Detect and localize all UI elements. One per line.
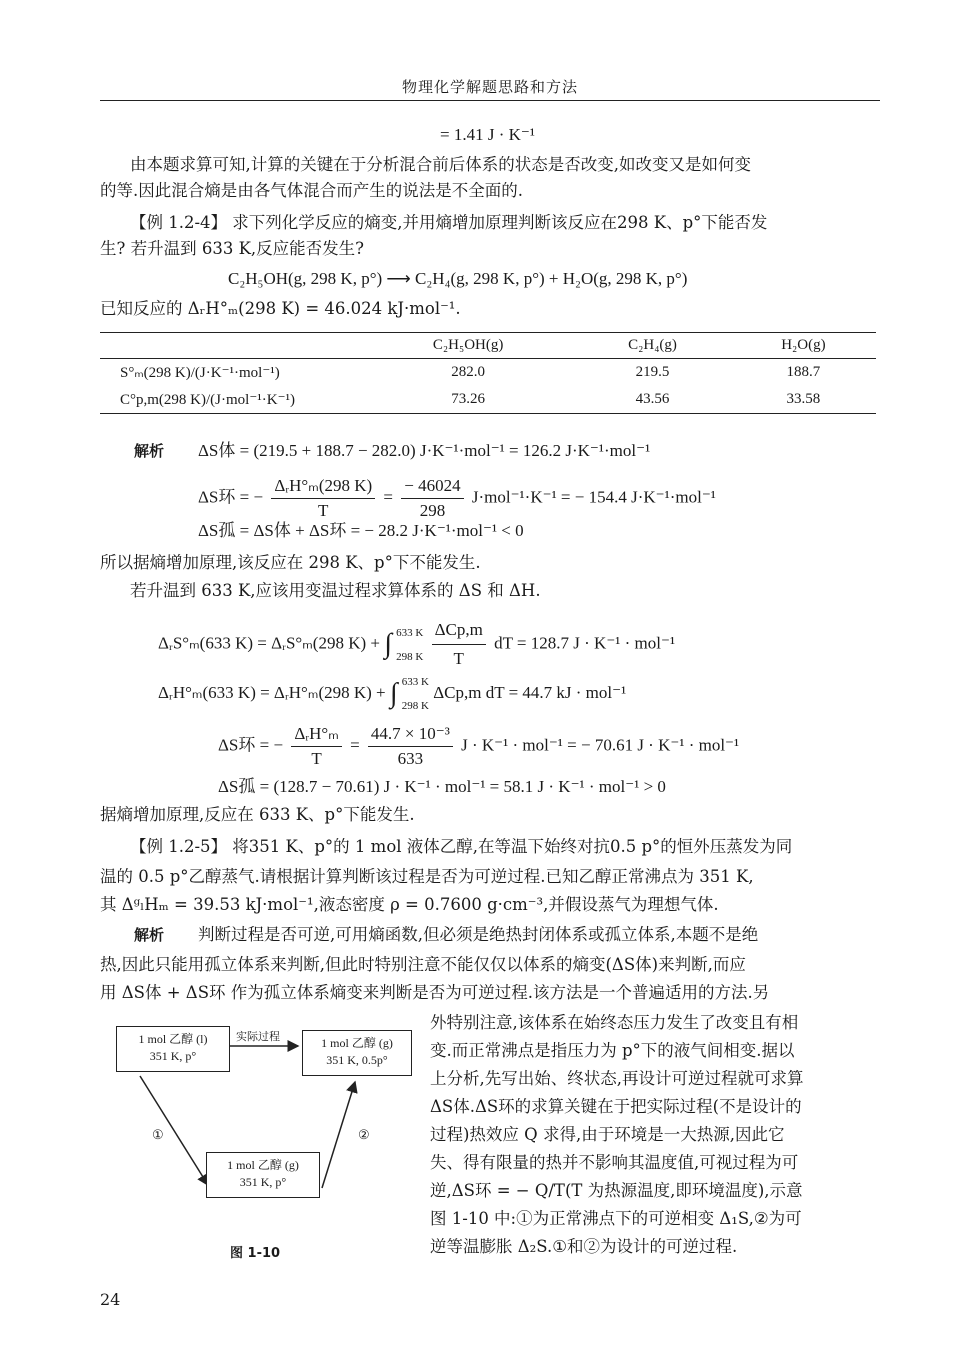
table-cell: 33.58 bbox=[731, 386, 876, 414]
running-header: 物理化学解题思路和方法 bbox=[401, 78, 578, 96]
path-1-arrow bbox=[140, 1076, 208, 1185]
page-number: 24 bbox=[100, 1290, 121, 1309]
path-2-label: ② bbox=[358, 1128, 370, 1143]
integral-sign: ∫ bbox=[389, 678, 398, 709]
solution-5-line1: 判断过程是否可逆,可用熵函数,但必须是绝热封闭体系或孤立体系,本题不是绝 bbox=[198, 925, 759, 944]
table-cell: 219.5 bbox=[635, 364, 670, 380]
table-cell: 188.7 bbox=[786, 364, 821, 380]
final-state-box: 1 mol 乙醇 (g) 351 K, 0.5p° bbox=[302, 1030, 412, 1076]
thermo-data-table bbox=[100, 332, 876, 414]
table-cell: 73.26 bbox=[362, 386, 574, 414]
entropy-isolated-eq: ΔS孤 = ΔS体 + ΔS环 = − 28.2 J·K⁻¹·mol⁻¹ < 0 bbox=[198, 521, 524, 540]
solution-5-line3: 用 ΔS体 + ΔS环 作为孤立体系熵变来判断是否为可逆过程.该方法是一个普遍适用的方法.另 bbox=[100, 983, 770, 1002]
table-header-water: H₂O(g) bbox=[731, 333, 876, 359]
example-5-title-line1: 【例 1.2-5】 将351 K、p°的 1 mol 液体乙醇,在等温下始终对抗0.5 p°的恒外压蒸发为同 bbox=[130, 837, 793, 856]
intro-paragraph-line2: 的等.因此混合熵是由各气体混合而产生的说法是不全面的. bbox=[100, 181, 523, 200]
entropy-isolated-633k-eq: ΔS孤 = (128.7 − 70.61) J · K⁻¹ · mol⁻¹ = 58.1 J · K⁻¹ · mol⁻¹ > 0 bbox=[218, 777, 666, 796]
table-header-ethanol: C₂H₅OH(g) bbox=[362, 333, 574, 359]
table-cell: 282.0 bbox=[451, 364, 486, 380]
fraction: $\frac{\text{ΔᵣH°ₘ(298 K)}}{T}$ bbox=[271, 474, 375, 523]
solution-label: 解析 bbox=[134, 442, 165, 460]
eq-lhs: ΔS环 = − bbox=[198, 487, 264, 507]
conclusion-633k: 据熵增加原理,反应在 633 K、p°下能发生. bbox=[100, 805, 415, 824]
header-rule bbox=[100, 100, 880, 101]
side-text-line: ΔS体.ΔS环的求算关键在于把实际过程(不是设计的 bbox=[430, 1097, 802, 1116]
side-text-line: 外特别注意,该体系在始终态压力发生了改变且有相 bbox=[430, 1013, 799, 1032]
side-text-line: 逆,ΔS环 = − Q/T(T 为热源温度,即环境温度),示意 bbox=[430, 1181, 803, 1200]
reaction-equation: C₂H₅OH(g, 298 K, p°) ⟶ C₂H₄(g, 298 K, p°) + H₂O(g, 298 K, p°) bbox=[228, 269, 688, 288]
intermediate-state-box: 1 mol 乙醇 (g) 351 K, p° bbox=[206, 1152, 320, 1198]
entropy-surroundings-633k-eq: ΔS环 = − $\frac{\text{ΔᵣH°ₘ}}{T}$ = $\frac{\text{44.7 × 10⁻³}}{633}$ J · K⁻¹ · mol⁻¹ = − 70.61 J · K⁻¹ · mol⁻¹ bbox=[218, 722, 739, 771]
given-enthalpy: 已知反应的 ΔᵣH°ₘ(298 K) = 46.024 kJ·mol⁻¹. bbox=[100, 299, 461, 318]
side-text-line: 逆等温膨胀 Δ₂S.①和②为设计的可逆过程. bbox=[430, 1237, 738, 1256]
integral-limits: 633 K 298 K bbox=[401, 676, 429, 712]
actual-process-label: 实际过程 bbox=[236, 1030, 280, 1043]
fraction: $\frac{- 46024}{298}$ bbox=[401, 474, 463, 523]
table-cell: 43.56 bbox=[574, 386, 731, 414]
table-header-ethylene: C₂H₄(g) bbox=[574, 333, 731, 359]
conclusion-298k: 所以据熵增加原理,该反应在 298 K、p°下不能发生. bbox=[100, 553, 481, 572]
entropy-633k-eq: ΔᵣS°ₘ(633 K) = ΔᵣS°ₘ(298 K) + ∫ 633 K 298 K $\frac{\text{ΔCp,m}}{T}$ dT = 128.7 J · K⁻¹ · mol⁻¹ bbox=[158, 616, 675, 673]
table-header-empty bbox=[100, 333, 362, 359]
solution-5-line2: 热,因此只能用孤立体系来判断,但此时特别注意不能仅仅以体系的熵变(ΔS体)来判断,而应 bbox=[100, 955, 746, 974]
side-text-line: 失、得有限量的热并不影响其温度值,可视过程为可 bbox=[430, 1153, 799, 1172]
side-text-line: 图 1-10 中:①为正常沸点下的可逆相变 Δ₁S,②为可 bbox=[430, 1209, 802, 1228]
table-row-label: C°p,m(298 K)/(J·mol⁻¹·K⁻¹) bbox=[100, 386, 362, 414]
example-5-title-line2: 温的 0.5 p°乙醇蒸气.请根据计算判断该过程是否为可逆过程.已知乙醇正常沸点为 351 K, bbox=[100, 867, 754, 886]
side-text-line: 上分析,先写出始、终状态,再设计可逆过程就可求算 bbox=[430, 1069, 804, 1088]
example-5-title-line3: 其 ΔᵍₗHₘ = 39.53 kJ·mol⁻¹,液态密度 ρ = 0.7600 g·cm⁻³,并假设蒸气为理想气体. bbox=[100, 895, 719, 914]
path-1-label: ① bbox=[152, 1128, 164, 1143]
table-row bbox=[100, 359, 876, 387]
initial-state-box: 1 mol 乙醇 (l) 351 K, p° bbox=[116, 1026, 230, 1072]
solution-5-label: 解析 bbox=[134, 926, 165, 944]
process-diagram bbox=[100, 1010, 420, 1270]
fraction: $\frac{\text{ΔCp,m}}{T}$ bbox=[432, 616, 486, 673]
example-4-title-line2: 生? 若升温到 633 K,反应能否发生? bbox=[100, 239, 364, 258]
table-row bbox=[100, 386, 876, 414]
fraction: $\frac{\text{44.7 × 10⁻³}}{633}$ bbox=[368, 722, 453, 771]
enthalpy-633k-eq: ΔᵣH°ₘ(633 K) = ΔᵣH°ₘ(298 K) + ∫ 633 K 298 K ΔCp,m dT = 44.7 kJ · mol⁻¹ bbox=[158, 670, 626, 718]
table-row-label: S°ₘ(298 K)/(J·K⁻¹·mol⁻¹) bbox=[120, 365, 280, 381]
example-4-title-line1: 【例 1.2-4】 求下列化学反应的熵变,并用熵增加原理判断该反应在298 K、p°下能否发 bbox=[130, 213, 768, 232]
heating-statement: 若升温到 633 K,应该用变温过程求算体系的 ΔS 和 ΔH. bbox=[130, 581, 541, 600]
integral-sign: ∫ bbox=[384, 628, 392, 660]
side-text-line: 过程)热效应 Q 求得,由于环境是一大热源,因此它 bbox=[430, 1125, 785, 1144]
entropy-system-eq: ΔS体 = (219.5 + 188.7 − 282.0) J·K⁻¹·mol⁻¹ = 126.2 J·K⁻¹·mol⁻¹ bbox=[198, 441, 651, 460]
intro-paragraph-line1: 由本题求算可知,计算的关键在于分析混合前后体系的状态是否改变,如改变又是如何变 bbox=[130, 155, 751, 174]
figure-caption: 图 1-10 bbox=[230, 1246, 281, 1261]
integral-limits: 633 K 298 K bbox=[396, 626, 424, 663]
path-2-arrow bbox=[322, 1082, 355, 1188]
side-text-line: 变.而正常沸点是指压力为 p°下的液气间相变.据以 bbox=[430, 1041, 795, 1060]
fraction: $\frac{\text{ΔᵣH°ₘ}}{T}$ bbox=[291, 722, 342, 771]
intro-result: = 1.41 J · K⁻¹ bbox=[440, 125, 535, 144]
entropy-surroundings-eq: ΔS环 = − $\frac{\text{ΔᵣH°ₘ(298 K)}}{T}$ = $\frac{- 46024}{298}$ J·mol⁻¹·K⁻¹ = − 154.4 J·K⁻¹·mol⁻¹ bbox=[198, 474, 716, 523]
